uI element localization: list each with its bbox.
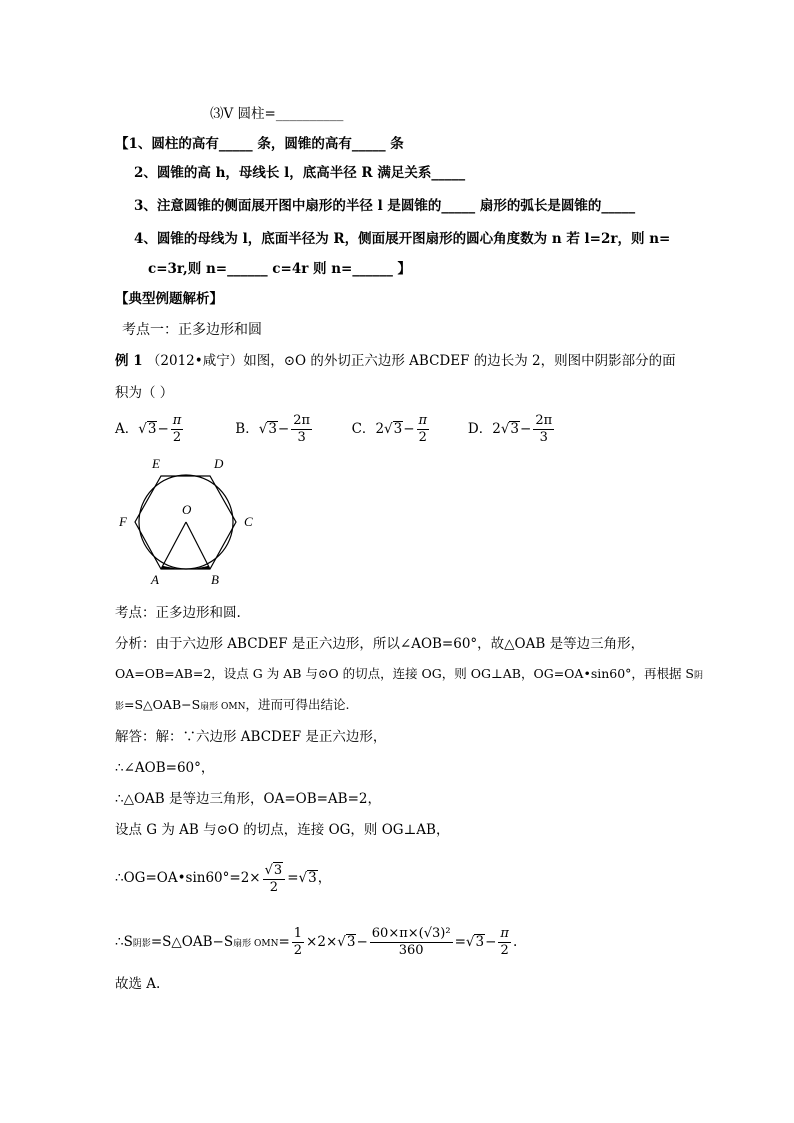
analysis-3: 影=S△OAB−S扇形 OMN，进而可得出结论. xyxy=(115,697,350,712)
analysis-1: 分析：由于六边形 ABCDEF 是正六边形，所以∠AOB=60°，故△OAB 是等边三角形， xyxy=(115,636,645,652)
example-label: 例 1 xyxy=(115,353,143,369)
label-c: C xyxy=(244,514,253,529)
label-e: E xyxy=(152,456,160,471)
conclusion: 故选 A. xyxy=(115,976,161,992)
step-3: 设点 G 为 AB 与⊙O 的切点，连接 OG，则 OG⊥AB， xyxy=(115,822,450,838)
label-f: F xyxy=(119,514,127,529)
choice-a[interactable]: A．√3− $\frac{\pi}{2}$ xyxy=(115,413,182,445)
review-item-4: 4、圆锥的母线为 l，底面半径为 R，侧面展开图扇形的圆心角度数为 n 若 l=2r，则 n= xyxy=(134,231,671,247)
label-d: D xyxy=(214,456,224,471)
segment-ob xyxy=(186,522,210,569)
section-heading: 【典型例题解析】 xyxy=(115,291,223,307)
step-5: ∴S阴影=S△OAB−S扇形 OMN= $\frac{1}{2}$ ×2×√3− $\frac{\text{60×π×(√3)²}}{360}$ =√3− $\frac{\pi}{2}$ . xyxy=(115,926,518,958)
review-item-3: 3、注意圆锥的侧面展开图中扇形的半径 l 是圆锥的_____ 扇形的弧长是圆锥的_____ xyxy=(134,198,636,214)
step-4: ∴OG=OA•sin60°=2× $\frac{√3}{2}$ =√3， xyxy=(115,862,332,895)
topic-heading: 考点一：正多边形和圆 xyxy=(122,322,262,338)
step-1: ∴∠AOB=60°， xyxy=(115,760,215,776)
kaodian: 考点：正多边形和圆. xyxy=(115,605,241,621)
segment-oa xyxy=(161,522,186,569)
step-2: ∴△OAB 是等边三角形，OA=OB=AB=2， xyxy=(115,791,381,807)
choice-c[interactable]: C．2√3− $\frac{\pi}{2}$ xyxy=(351,413,428,445)
solution-start: 解答：解：∵六边形 ABCDEF 是正六边形， xyxy=(115,729,387,745)
review-item-2: 2、圆锥的高 h，母线长 l，底高半径 R 满足关系_____ xyxy=(134,165,466,181)
analysis-2: OA=OB=AB=2，设点 G 为 AB 与⊙O 的切点，连接 OG，则 OG⊥AB，OG=OA•sin60°，再根据 S阴 xyxy=(115,666,703,681)
label-o: O xyxy=(182,502,192,517)
example-text: （2012•咸宁）如图，⊙O 的外切正六边形 ABCDEF 的边长为 2，则图中阴影部分的面 xyxy=(146,353,676,369)
review-item-1: 【1、圆柱的高有_____ 条，圆锥的高有_____ 条 xyxy=(115,136,404,152)
example-question-cont: 积为（ ） xyxy=(115,385,174,401)
choices-row xyxy=(115,412,556,446)
label-b: B xyxy=(211,572,219,587)
example-question xyxy=(115,351,676,371)
cylinder-volume-line: ⑶V 圆柱=__________ xyxy=(210,106,344,122)
choice-b[interactable]: B．√3− $\frac{2\pi}{3}$ xyxy=(235,413,311,445)
review-item-4-cont: c=3r,则 n=______ c=4r 则 n=______ 】 xyxy=(148,261,412,277)
label-a: A xyxy=(151,572,159,587)
choice-d[interactable]: D．2√3− $\frac{2\pi}{3}$ xyxy=(467,413,553,445)
hexagon-circle-figure xyxy=(112,452,272,592)
